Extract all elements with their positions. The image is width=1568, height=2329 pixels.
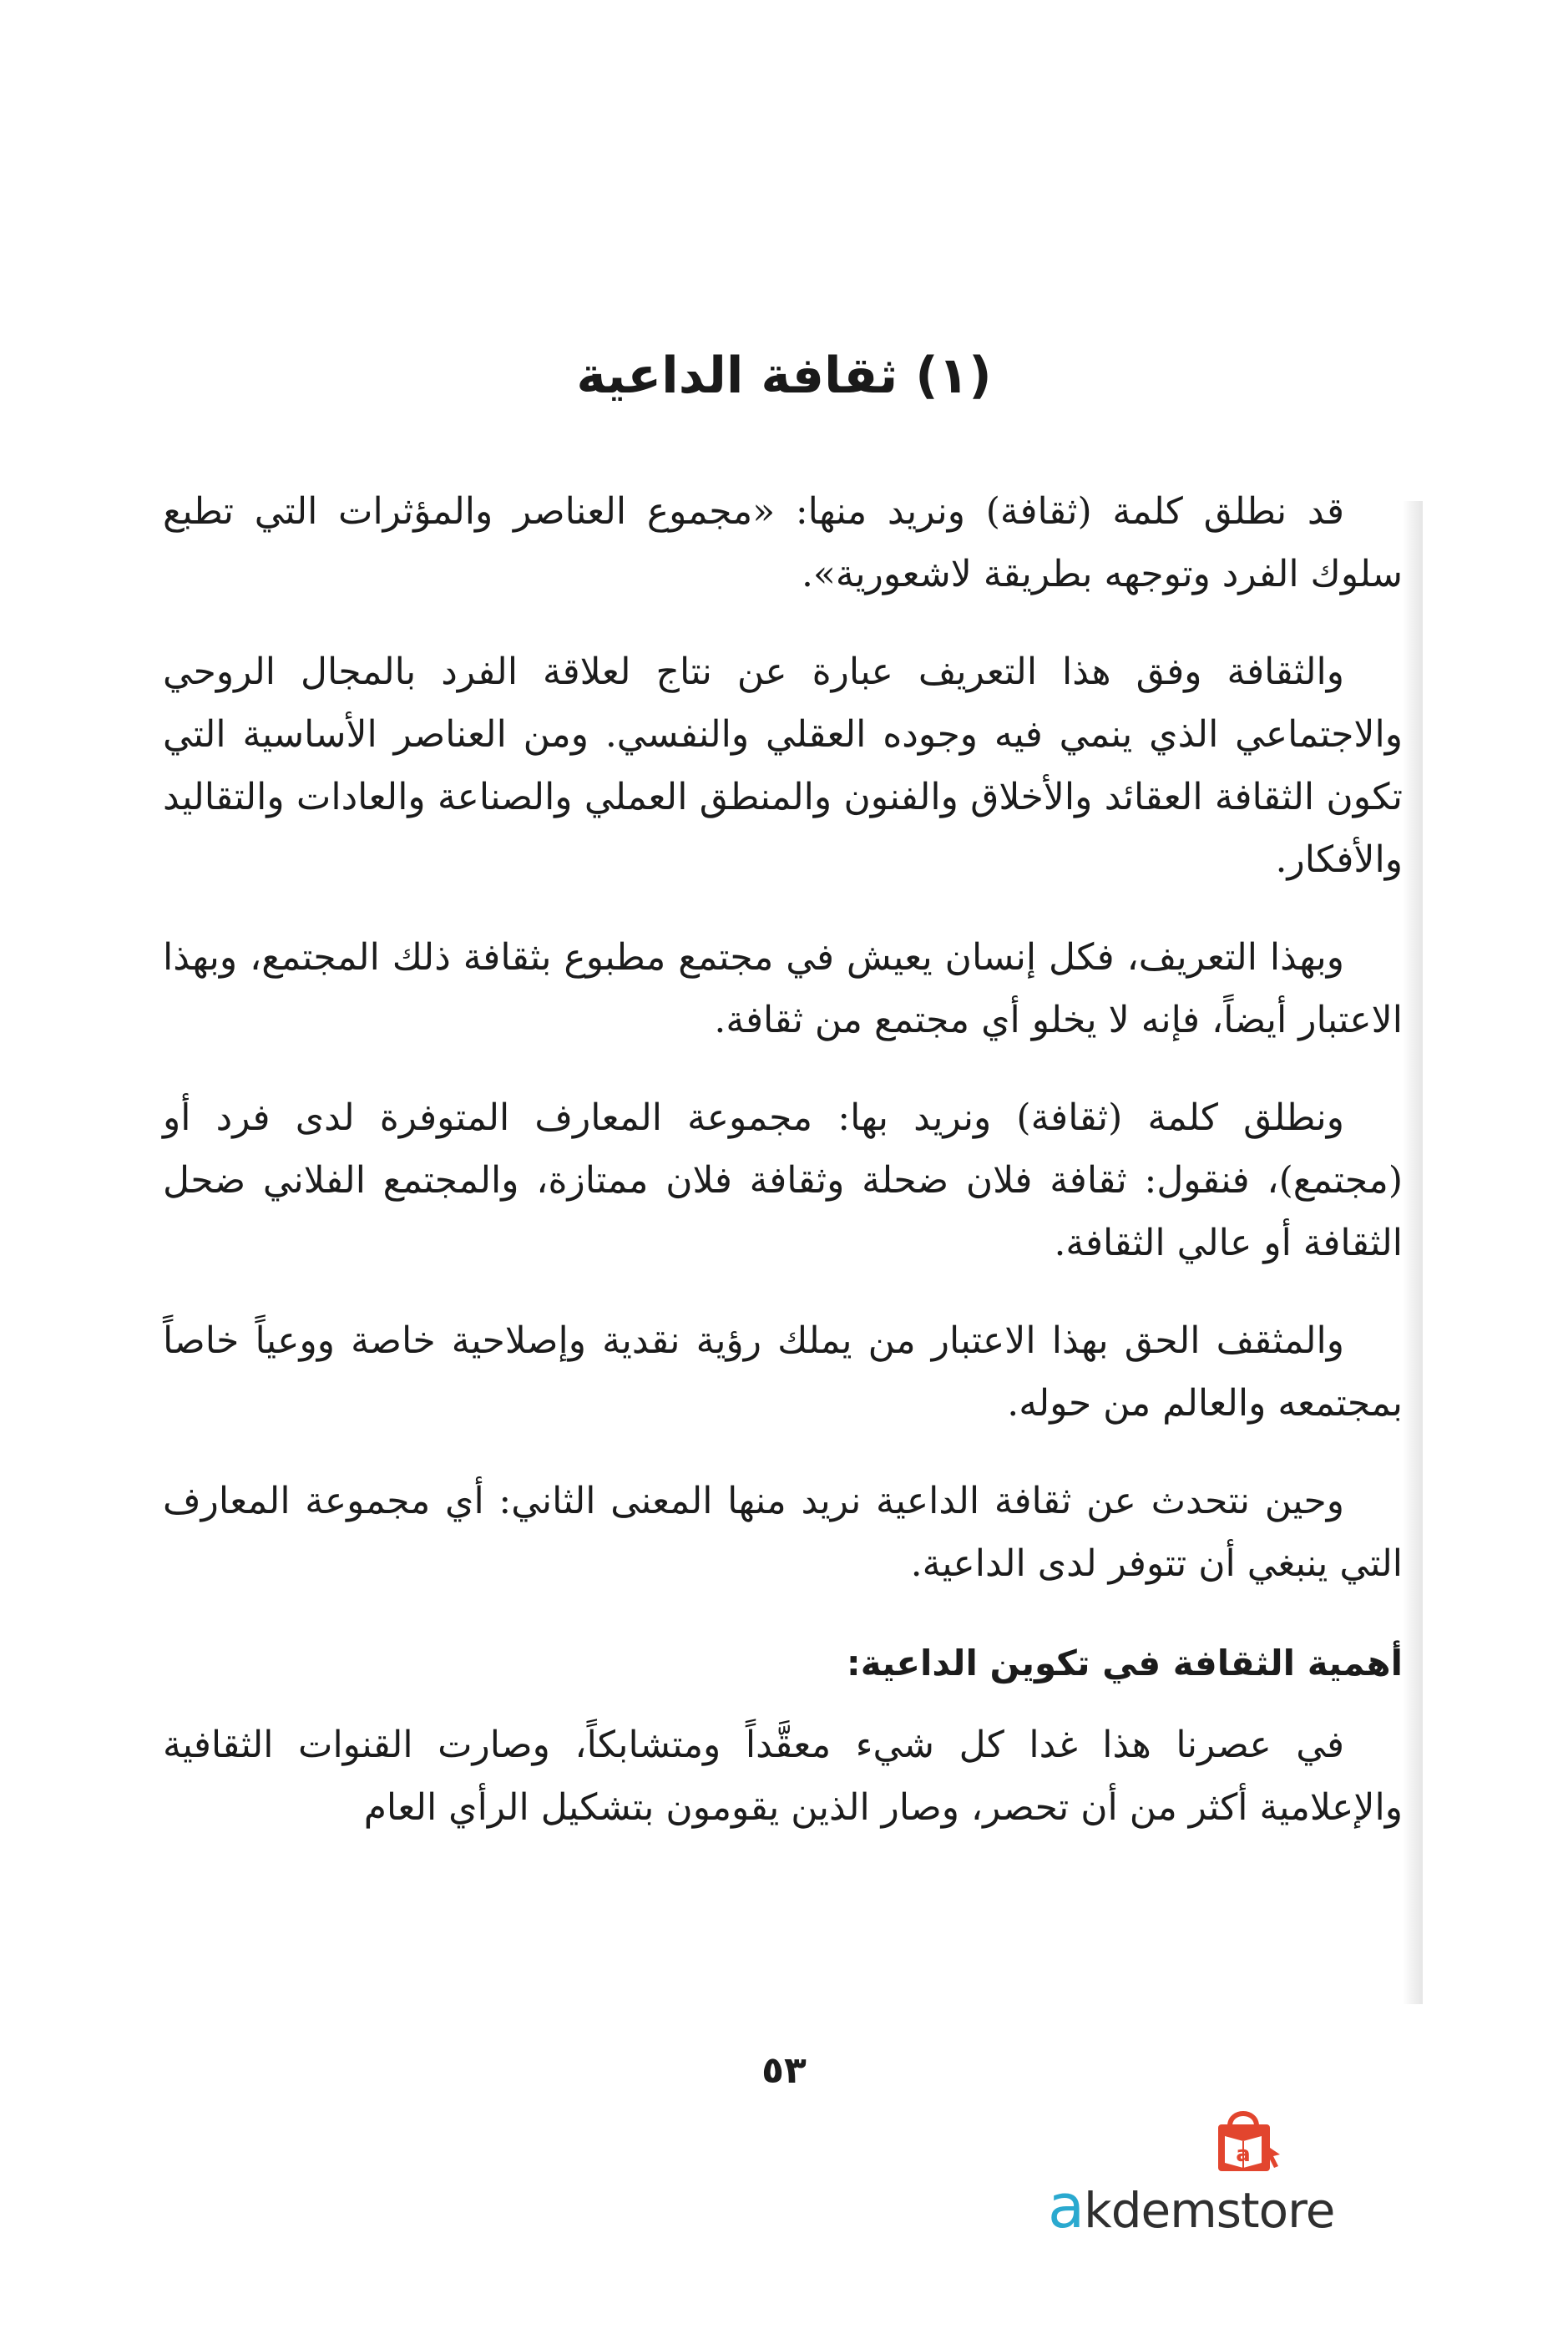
- paragraph-definition-elements: والثقافة وفق هذا التعريف عبارة عن نتاج لعلاقة الفرد بالمجال الروحي والاجتماعي الذي ينمي فيه وجوده العقلي والنفسي. ومن العناصر الأساسية التي تكون الثقافة العقائد والأخلاق والفنون والمنطق العملي والصناعة والعادات والتقاليد والأفكار.: [163, 651, 1403, 881]
- paragraph-intellectual: والمثقف الحق بهذا الاعتبار من يملك رؤية نقدية وإصلاحية خاصة ووعياً خاصاً بمجتمعه والعالم من حوله.: [163, 1319, 1403, 1425]
- section-paragraph: في عصرنا هذا غدا كل شيء معقَّداً ومتشابكاً، وصارت القنوات الثقافية والإعلامية أكثر من أن تحصر، وصار الذين يقومون بتشكيل الرأي العام: [163, 1724, 1403, 1829]
- watermark-first-letter: a: [1048, 2171, 1085, 2241]
- watermark-text: [1048, 2171, 1440, 2241]
- paragraph-society: وبهذا التعريف، فكل إنسان يعيش في مجتمع مطبوع بثقافة ذلك المجتمع، وبهذا الاعتبار أيضاً، فإنه لا يخلو أي مجتمع من ثقافة.: [163, 936, 1403, 1041]
- page-number: ٥٣: [761, 2049, 807, 2092]
- paragraph-definition-2: ونطلق كلمة (ثقافة) ونريد بها: مجموعة المعارف المتوفرة لدى فرد أو (مجتمع)، فنقول: ثقافة فلان ضحلة وثقافة فلان ممتازة، والمجتمع الفلاني ضحل الثقافة أو عالي الثقافة.: [163, 1096, 1403, 1264]
- chapter-title: (١) ثقافة الداعية: [576, 347, 992, 406]
- section-heading: أهمية الثقافة في تكوين الداعية:: [846, 1643, 1403, 1683]
- paragraph-definition-1: قد نطلق كلمة (ثقافة) ونريد منها: «مجموع العناصر والمؤثرات التي تطبع سلوك الفرد وتوجهه بطريقة لاشعورية».: [163, 490, 1403, 595]
- shopping-bag-book-icon: [1198, 2104, 1288, 2176]
- watermark-logo: [1048, 2104, 1440, 2241]
- page-fold-shadow: [1403, 501, 1423, 2004]
- watermark-rest: kdemstore: [1084, 2182, 1335, 2239]
- svg-text:a: a: [1236, 2142, 1251, 2167]
- paragraph-preacher-culture: وحين نتحدث عن ثقافة الداعية نريد منها المعنى الثاني: أي مجموعة المعارف التي ينبغي أن تتوفر لدى الداعية.: [163, 1480, 1403, 1585]
- body-text: [163, 480, 1403, 1874]
